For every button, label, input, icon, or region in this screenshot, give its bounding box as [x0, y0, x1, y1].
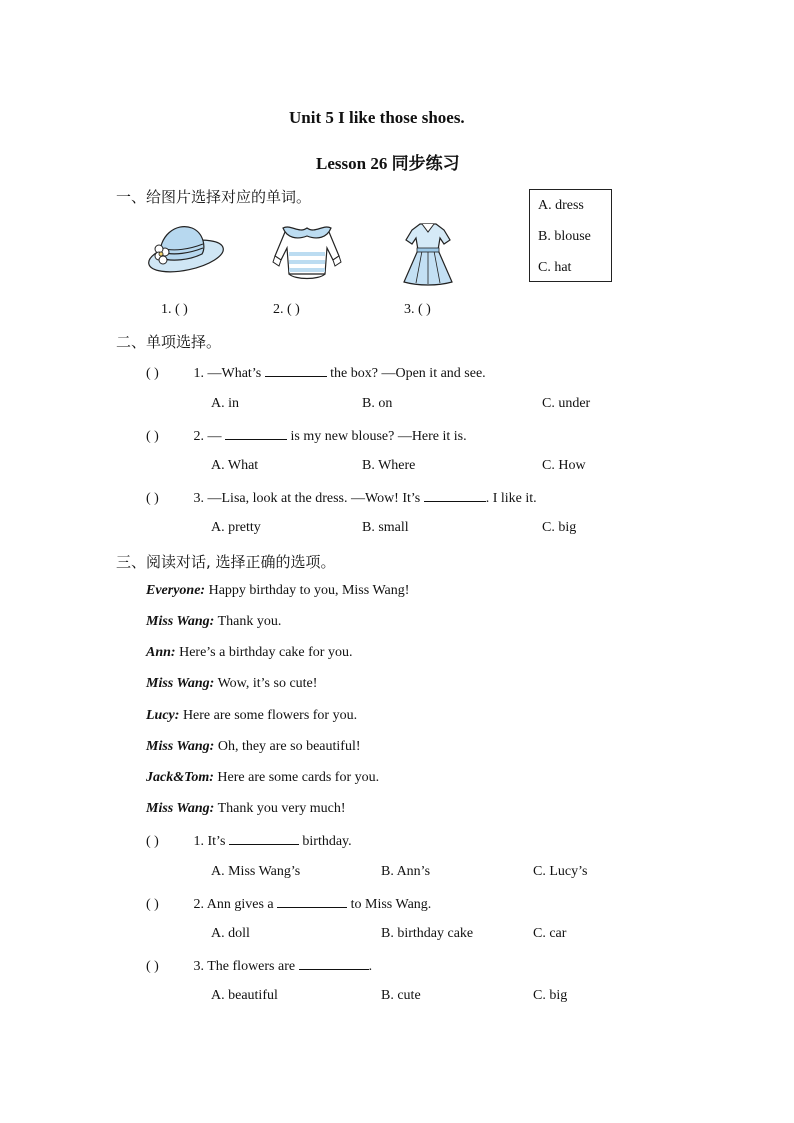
dialogue-line — [146, 676, 317, 692]
dialogue-text: Wow, it’s so cute! — [217, 676, 318, 691]
question-text-end: birthday. — [302, 834, 352, 849]
question-text: 2. — — [193, 429, 222, 444]
question-text: 3. —Lisa, look at the dress. —Wow! It’s — [193, 491, 421, 506]
s3-q1-option-b[interactable]: B. Ann’s — [381, 864, 431, 879]
s3-q3-option-c[interactable]: C. big — [533, 988, 568, 1003]
s3-q1-option-a[interactable]: A. Miss Wang’s — [211, 864, 301, 879]
fill-blank[interactable] — [229, 832, 299, 845]
dialogue-line — [146, 583, 409, 599]
speaker-name: Everyone: — [146, 583, 206, 598]
hat-picture — [146, 218, 228, 280]
dress-picture — [398, 220, 458, 288]
question-text: 1. —What’s — [193, 366, 262, 381]
fill-blank[interactable] — [277, 895, 347, 908]
option-blouse: B. blouse — [538, 229, 591, 244]
s2-q3-option-a[interactable]: A. pretty — [211, 520, 261, 535]
answer-parentheses[interactable]: ( ) — [146, 491, 159, 506]
fill-blank[interactable] — [299, 957, 369, 970]
s3-q2-option-b[interactable]: B. birthday cake — [381, 926, 474, 941]
question-text: 2. Ann gives a — [193, 897, 274, 912]
s2-question-3 — [146, 489, 537, 507]
word-options-box — [529, 189, 612, 282]
s3-q3-option-b[interactable]: B. cute — [381, 988, 421, 1003]
question-text: 1. It’s — [193, 834, 226, 849]
picture-answer-1[interactable]: 1. ( ) — [161, 302, 188, 317]
answer-parentheses[interactable]: ( ) — [146, 959, 159, 974]
dialogue-line — [146, 801, 346, 817]
s2-q2-option-b[interactable]: B. Where — [362, 458, 416, 473]
option-hat: C. hat — [538, 260, 572, 275]
s2-question-1 — [146, 364, 486, 382]
s3-q2-option-a[interactable]: A. doll — [211, 926, 250, 941]
picture-answer-2[interactable]: 2. ( ) — [273, 302, 300, 317]
s2-question-2 — [146, 427, 467, 445]
question-text-end: . I like it. — [485, 491, 537, 506]
dialogue-line — [146, 708, 357, 724]
s2-q3-option-c[interactable]: C. big — [542, 520, 577, 535]
answer-parentheses[interactable]: ( ) — [146, 366, 159, 381]
s3-q3-option-a[interactable]: A. beautiful — [211, 988, 278, 1003]
dialogue-line — [146, 770, 379, 786]
dialogue-text: Here are some flowers for you. — [182, 708, 358, 723]
s2-q2-option-a[interactable]: A. What — [211, 458, 259, 473]
speaker-name: Miss Wang: — [146, 614, 215, 629]
s2-q1-option-b[interactable]: B. on — [362, 396, 393, 411]
unit-title: Unit 5 I like those shoes. — [289, 108, 465, 127]
s2-q2-option-c[interactable]: C. How — [542, 458, 586, 473]
dialogue-line — [146, 645, 352, 661]
fill-blank[interactable] — [225, 427, 287, 440]
speaker-name: Ann: — [146, 645, 176, 660]
answer-parentheses[interactable]: ( ) — [146, 834, 159, 849]
speaker-name: Miss Wang: — [146, 801, 215, 816]
speaker-name: Jack&Tom: — [146, 770, 214, 785]
question-text: 3. The flowers are — [193, 959, 296, 974]
s3-question-2 — [146, 895, 431, 913]
dialogue-text: Oh, they are so beautiful! — [217, 739, 361, 754]
lesson-title: Lesson 26 同步练习 — [316, 154, 460, 173]
section1-heading: 一、给图片选择对应的单词。 — [116, 188, 312, 206]
fill-blank[interactable] — [265, 364, 327, 377]
dialogue-text: Here are some cards for you. — [217, 770, 380, 785]
s3-question-3 — [146, 957, 372, 975]
answer-parentheses[interactable]: ( ) — [146, 429, 159, 444]
s3-question-1 — [146, 832, 352, 850]
s3-q1-option-c[interactable]: C. Lucy’s — [533, 864, 588, 879]
speaker-name: Miss Wang: — [146, 676, 215, 691]
speaker-name: Lucy: — [146, 708, 180, 723]
s2-q1-option-c[interactable]: C. under — [542, 396, 591, 411]
dialogue-line — [146, 614, 281, 630]
section3-heading: 三、阅读对话, 选择正确的选项。 — [116, 553, 336, 571]
dialogue-text: Happy birthday to you, Miss Wang! — [208, 583, 410, 598]
s2-q1-option-a[interactable]: A. in — [211, 396, 239, 411]
question-text-end: to Miss Wang. — [350, 897, 432, 912]
s3-q2-option-c[interactable]: C. car — [533, 926, 567, 941]
question-text-end: . — [368, 959, 373, 974]
dialogue-text: Thank you. — [217, 614, 282, 629]
question-text-end: is my new blouse? —Here it is. — [290, 429, 467, 444]
section2-heading: 二、单项选择。 — [116, 333, 222, 351]
picture-answer-3[interactable]: 3. ( ) — [404, 302, 431, 317]
dialogue-text: Here’s a birthday cake for you. — [179, 645, 353, 660]
s2-q3-option-b[interactable]: B. small — [362, 520, 409, 535]
answer-parentheses[interactable]: ( ) — [146, 897, 159, 912]
blouse-picture — [267, 222, 347, 288]
dialogue-line — [146, 739, 361, 755]
question-text-end: the box? —Open it and see. — [330, 366, 486, 381]
option-dress: A. dress — [538, 198, 584, 213]
fill-blank[interactable] — [424, 489, 486, 502]
dialogue-text: Thank you very much! — [217, 801, 346, 816]
speaker-name: Miss Wang: — [146, 739, 215, 754]
